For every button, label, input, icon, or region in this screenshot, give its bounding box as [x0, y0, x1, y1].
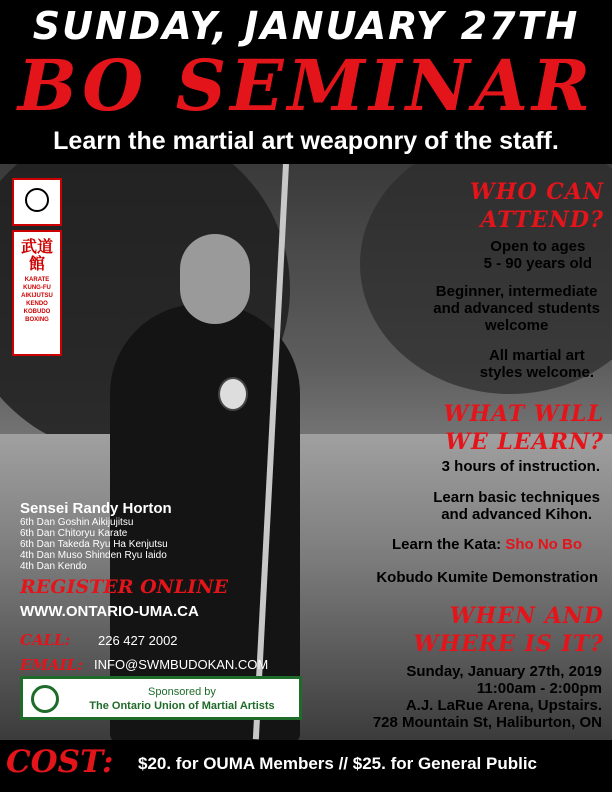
sensei-rank: 6th Dan Chitoryu Karate	[20, 528, 128, 539]
sensei-rank: 4th Dan Kendo	[20, 561, 87, 572]
learn-basics: Learn basic techniques and advanced Kihon.	[433, 489, 600, 523]
sensei-rank: 4th Dan Muso Shinden Ryu Iaido	[20, 550, 167, 561]
sensei-info	[20, 500, 172, 572]
sensei-head	[180, 234, 250, 324]
when-details: Sunday, January 27th, 2019 11:00am - 2:00pm A.J. LaRue Arena, Upstairs. 728 Mountain St, Haliburton, ON	[372, 663, 602, 731]
when-heading: WHEN AND WHERE IS IT?	[413, 603, 604, 657]
budokan-kanji: 武道館	[20, 237, 53, 273]
arts-list: KARATE KUNG-FU AIKIJUTSU KENDO KOBUDO BOXING	[21, 277, 53, 323]
cost-label: COST:	[6, 744, 114, 780]
sensei-rank: 6th Dan Takeda Ryu Ha Kenjutsu	[20, 539, 168, 550]
phone-number[interactable]: 226 427 2002	[98, 633, 178, 648]
sponsor-name: The Ontario Union of Martial Artists	[89, 700, 275, 712]
website-link[interactable]: WWW.ONTARIO-UMA.CA	[20, 603, 199, 620]
email-label: EMAIL:	[20, 656, 83, 674]
who-ages: Open to ages 5 - 90 years old	[483, 238, 592, 272]
event-date-header: SUNDAY, JANUARY 27TH	[32, 4, 580, 48]
budokan-logo	[12, 230, 62, 356]
event-title: BO SEMINAR	[17, 44, 595, 127]
sponsor-label: Sponsored by	[148, 686, 216, 698]
kata-name: Sho No Bo	[505, 536, 582, 553]
learn-hours: 3 hours of instruction.	[441, 458, 600, 475]
dojo-logo	[12, 178, 62, 226]
who-levels: Beginner, intermediate and advanced students welcome	[433, 283, 600, 334]
register-heading: REGISTER ONLINE	[20, 576, 229, 598]
sensei-rank: 6th Dan Goshin Aikijujitsu	[20, 517, 134, 528]
sensei-name: Sensei Randy Horton	[20, 500, 172, 517]
ouma-logo-icon	[31, 685, 59, 713]
email-link[interactable]: INFO@SWMBUDOKAN.COM	[94, 657, 269, 672]
dojo-emblem-icon	[25, 188, 49, 212]
sponsor-box	[20, 676, 302, 720]
learn-heading: WHAT WILL WE LEARN?	[443, 401, 604, 455]
uniform-patch	[218, 377, 248, 411]
learn-demo: Kobudo Kumite Demonstration	[376, 569, 598, 586]
event-subtitle: Learn the martial art weaponry of the staff.	[53, 127, 559, 155]
who-heading: WHO CAN ATTEND?	[469, 179, 604, 233]
who-styles: All martial art styles welcome.	[479, 347, 594, 381]
cost-value: $20. for OUMA Members // $25. for General Public	[138, 754, 537, 773]
learn-kata: Learn the Kata: Sho No Bo	[391, 536, 582, 553]
call-label: CALL:	[20, 631, 71, 649]
